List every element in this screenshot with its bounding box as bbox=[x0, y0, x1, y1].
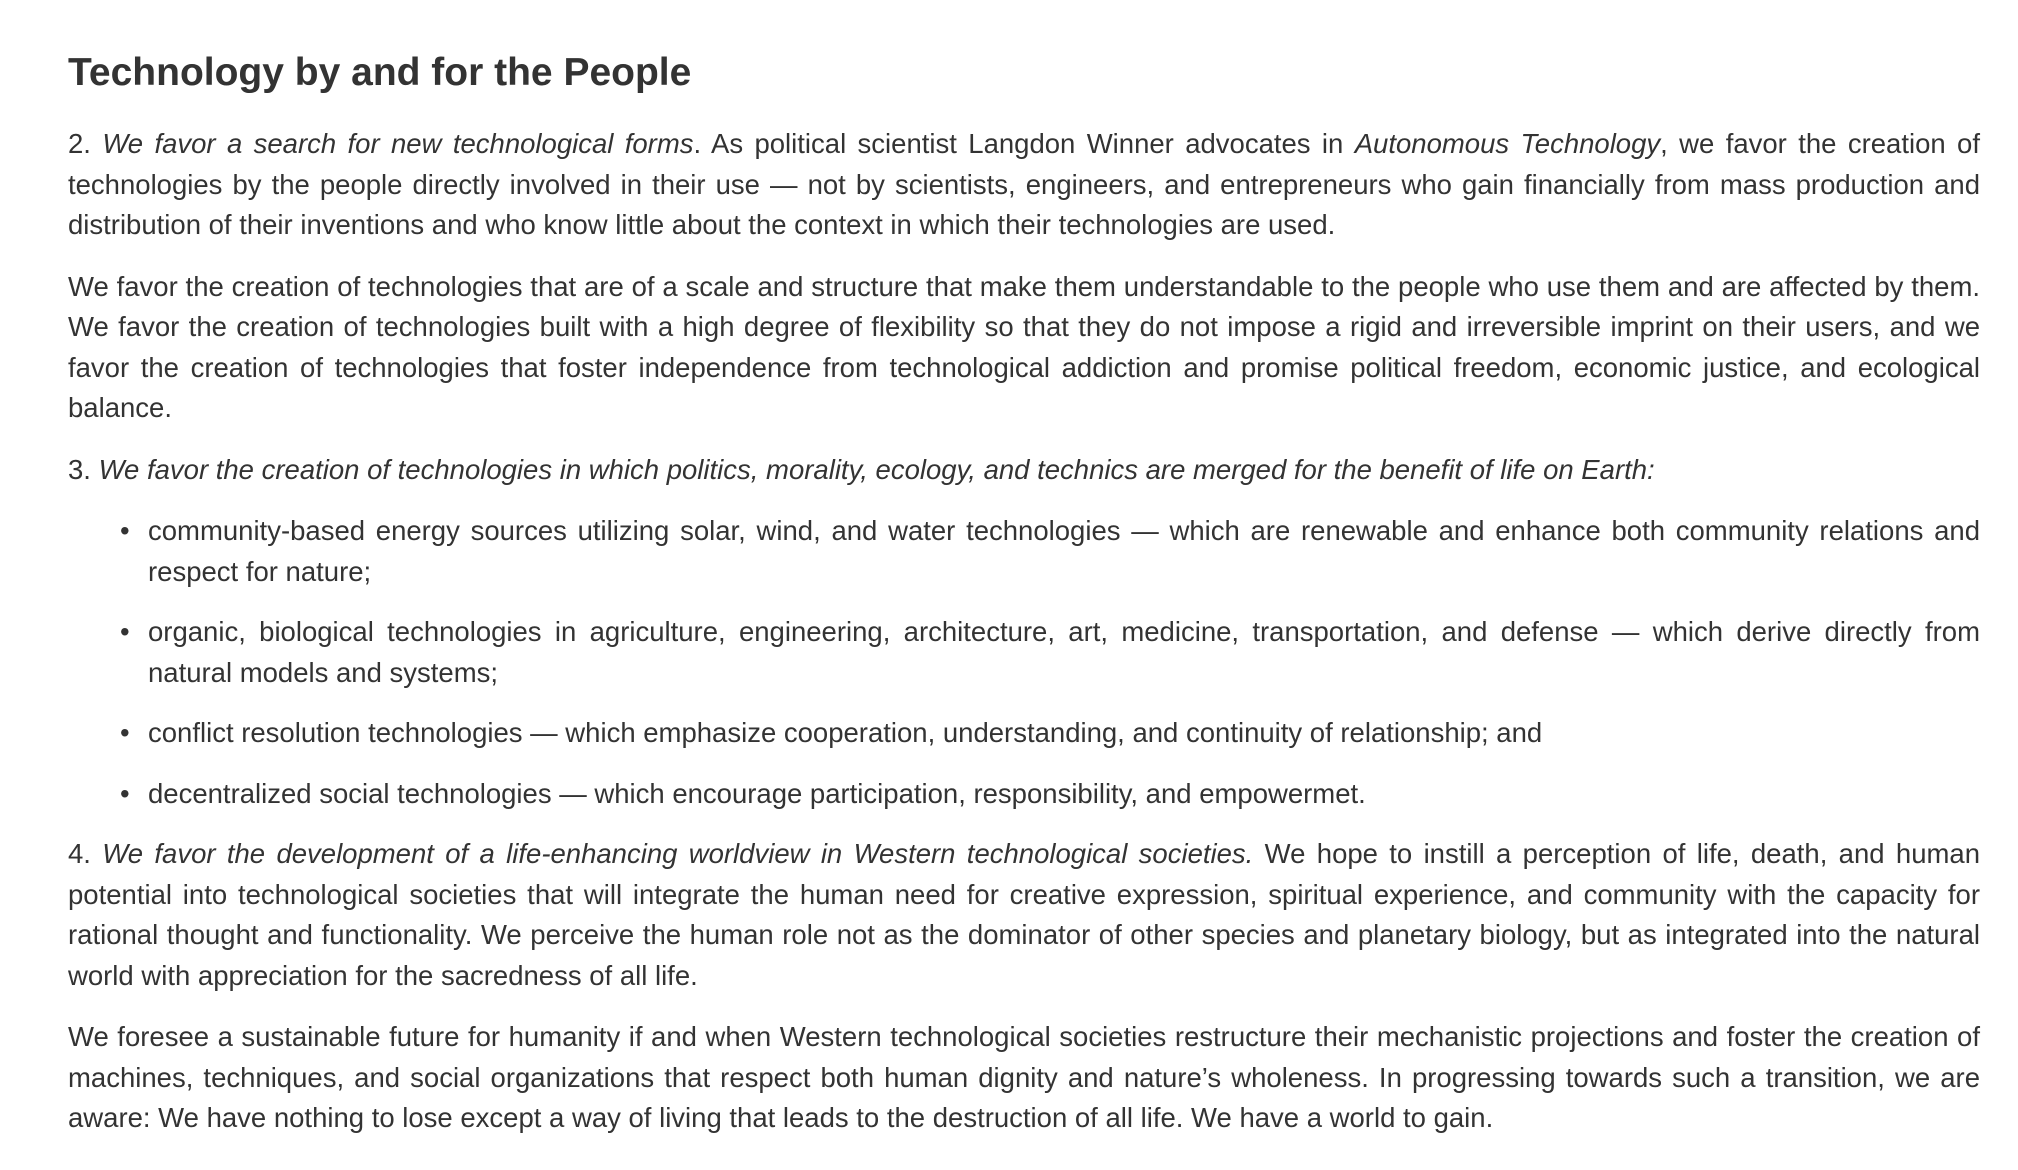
bullet-icon: • bbox=[120, 717, 130, 748]
book-title: Autonomous Technology bbox=[1354, 128, 1661, 159]
list-item bbox=[120, 713, 1980, 754]
bullet-icon: • bbox=[120, 515, 130, 546]
paragraph-sustainable-future: We foresee a sustainable future for humanity if and when Western technological societies restructure their mechanistic projections and foster the creation of machines, techniques, and social organizations that respect both human dignity and nature’s wholeness. In progressing towards such a transition, we are aware: We have nothing to lose except a way of living that leads to the destruction of all life. We have a world to gain. bbox=[68, 1021, 1980, 1133]
italic-lead: We favor a search for new technological forms bbox=[102, 128, 694, 159]
article bbox=[68, 44, 1980, 1160]
bullet-icon: • bbox=[120, 777, 130, 809]
list-item-text: conflict resolution technologies — which emphasize cooperation, understanding, and continuity of relationship; and bbox=[148, 717, 1543, 748]
paragraph-number: 3. bbox=[68, 453, 99, 485]
bullet-icon: • bbox=[120, 616, 130, 647]
page-title: Technology by and for the People bbox=[68, 51, 692, 94]
list-item bbox=[120, 511, 1980, 592]
italic-lead: We favor the creation of technologies in which politics, morality, ecology, and technics are merged for the benefit of life on Earth: bbox=[98, 453, 1655, 485]
list-item bbox=[120, 612, 1980, 693]
paragraph-text: . As political scientist Langdon Winner advocates in bbox=[693, 128, 1355, 159]
paragraph-4 bbox=[68, 834, 1980, 996]
list-item-text: decentralized social technologies — which encourage participation, responsibility, and empowermet. bbox=[148, 777, 1366, 809]
paragraph-3 bbox=[68, 450, 1980, 491]
paragraph-number: 2. bbox=[68, 128, 103, 159]
list-item-text: organic, biological technologies in agriculture, engineering, architecture, art, medicine, transportation, and defense — which derive directly from natural models and systems; bbox=[148, 616, 1980, 688]
paragraph-2 bbox=[68, 124, 1980, 246]
paragraph-number: 4. bbox=[68, 838, 103, 869]
technology-list bbox=[68, 511, 1980, 814]
paragraph-text: , we favor the creation of technologies by the people directly involved in their use — not by scientists, engineers, and entrepreneurs who gain financially from mass production and distribution of their inventions and who know little about the context in which their technologies are used. bbox=[68, 128, 1980, 240]
list-item-text: community-based energy sources utilizing solar, wind, and water technologies — which are renewable and enhance both community relations and respect for nature; bbox=[148, 515, 1980, 587]
paragraph-text: We hope to instill a perception of life, death, and human potential into technological societies that will integrate the human need for creative expression, spiritual experience, and community with the capacity for rational thought and functionality. We perceive the human role not as the dominator of other species and planetary biology, but as integrated into the natural world with appreciation for the sacredness of all life. bbox=[68, 838, 1980, 991]
paragraph-scale-structure: We favor the creation of technologies that are of a scale and structure that make them understandable to the people who use them and are affected by them. We favor the creation of technologies built with a high degree of flexibility so that they do not impose a rigid and irreversible imprint on their users, and we favor the creation of technologies that foster independence from technological addiction and promise political freedom, economic justice, and ecological balance. bbox=[68, 270, 1980, 423]
list-item bbox=[120, 774, 1980, 815]
italic-lead: We favor the development of a life-enhancing worldview in Western technological societies. bbox=[102, 838, 1254, 869]
